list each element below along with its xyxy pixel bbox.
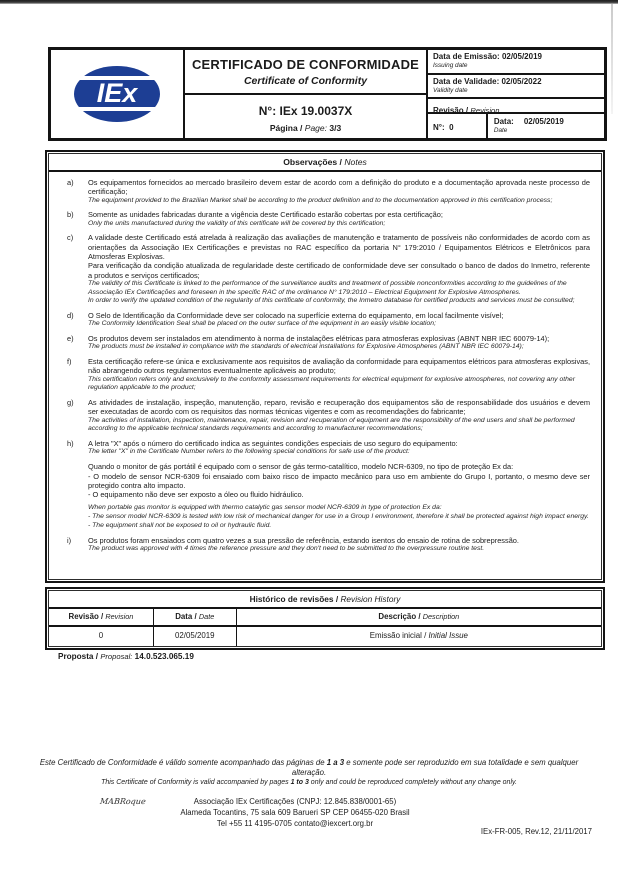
issue-date: Data de Emissão: 02/05/2019 (433, 52, 542, 61)
column-header-description: Descrição / Description (237, 609, 601, 627)
item-text-en: - The sensor model NCR-6309 is tested with low risk of mechanical danger for use in a Group I environment, therefore it shall be protected against high impact energy. (88, 513, 589, 521)
item-text-en: The activities of installation, inspection, maintenance, repair, revision and recuperation of equipment are the responsibility of the end users and shall be performed according to the applicable technical standards requirements and according to manufacturer recommendations; (88, 416, 575, 433)
item-body (88, 334, 590, 352)
item-text-pt: - O equipamento não deve ser exposto a óleo ou fluido hidráulico. (88, 490, 304, 500)
item-text-en: The equipment provided to the Brazilian Market shall be according to the product definition and to the documentation approved in this certification process; (88, 196, 553, 204)
observation-item-i (57, 536, 590, 554)
signature-initials: MABRoque (99, 797, 147, 806)
item-text-pt: A letra "X" após o número do certificado indica as seguintes condições especiais de uso seguro do equipamento: (88, 439, 458, 449)
item-text-pt: Quando o monitor de gás portátil é equipado com o sensor de gás termo-catalítico, modelo NCR-6309, no tipo de proteção Ex da: (88, 462, 514, 472)
proposal-line (58, 652, 194, 661)
page-indicator (185, 123, 426, 133)
revision-label-row (428, 99, 604, 114)
item-text-pt: Os produtos devem ser instalados em atendimento à norma de instalações elétricas para atmosferas explosivas (ABNT NBR IEC 60079-14); (88, 334, 550, 344)
item-letter: h) (67, 439, 74, 449)
item-text-pt: As atividades de instalação, inspeção, manutenção, reparo, revisão e recuperação dos equipamentos são de responsabilidade dos usuários e devem ser executadas de acordo com os requisitos das normas técnicas vigentes e com as recomendações do fabricante; (88, 398, 590, 417)
observations-inner (48, 153, 602, 580)
organization-name: Associação IEx Certificações (CNPJ: 12.845.838/0001-65) (193, 797, 397, 806)
item-letter: f) (67, 357, 72, 367)
item-body (88, 233, 590, 306)
item-letter: b) (67, 210, 74, 220)
organization-contact: Tel +55 11 4195-0705 contato@iexcert.org.br (216, 819, 374, 829)
observation-item-e (57, 334, 590, 352)
item-text-pt: - O modelo de sensor NCR-6309 foi ensaiado com baixo risco de impacto mecânico para uso em ambiente do Grupo I, portanto, o mesmo deve ser protegido contra alto impacto. (88, 471, 590, 490)
item-text-pt: Esta certificação refere-se única e exclusivamente aos requisitos de avaliação da conformidade para equipamentos elétricos para atmosferas explosivas, não abrangendo outros regulamentos eventualmente aplicáveis ao produto; (88, 357, 591, 376)
item-text-en: The Conformity Identification Seal shall be placed on the outer surface of the equipment in an easily visible location; (88, 320, 436, 328)
observation-item-a (57, 178, 590, 205)
issue-date-row (428, 50, 604, 75)
item-text-en: The letter "X" in the Certificate Number refers to the following special conditions for safe use of the product: (88, 448, 410, 456)
validity-date-row (428, 75, 604, 99)
observations-box (45, 150, 605, 583)
observation-item-g (57, 398, 590, 434)
organization-address: Alameda Tocantins, 75 sala 609 Barueri SP CEP 06455-020 Brasil (180, 808, 410, 818)
validity-statement-pt: Este Certificado de Conformidade é válido somente acompanhado das páginas de 1 a 3 e somente pode ser reproduzido em sua totalidade e sem qualquer alteração. (39, 758, 579, 778)
item-text-en: The product was approved with 4 times the reference pressure and they don't need to be submitted to the overpressure routine test. (88, 544, 485, 552)
observation-item-h (57, 439, 590, 530)
item-text-en: Only the units manufactured during the validity of this certificate will be covered by this certification; (88, 219, 386, 227)
proposal-value: 14.0.523.065.19 (132, 652, 194, 661)
scan-artifact-right (611, 4, 613, 114)
item-body (88, 311, 590, 329)
page-value: 3/3 (327, 123, 342, 134)
page-label-en: Page: (304, 123, 327, 134)
cell-description: Emissão inicial / Initial Issue (369, 631, 468, 640)
item-text-pt: Somente as unidades fabricadas durante a vigência deste Certificado estarão cobertas por esta certificação; (88, 210, 443, 220)
validity-date: Data de Validade: 02/05/2022 (433, 76, 542, 86)
header-dates-cell (428, 50, 604, 138)
item-text-pt: Os produtos foram ensaiados com quatro vezes a sua pressão de referência, estando isentos do ensaio de rotina de sobrepressão. (88, 535, 519, 545)
column-header-date: Data / Date (154, 609, 237, 627)
item-text-en: - The equipment shall not be exposed to oil or hydraulic fluid. (88, 521, 272, 529)
item-text-en: The validity of this Certificate is linked to the performance of the surveillance audits and treatment of possible nonconformities according to the guidelines of the Associação IEx Certificações and foreseen in the specific RAC of the ordinance N° 179:2010 – Electrical Equipment for Explosive Atmospheres. (88, 280, 567, 296)
item-letter: e) (67, 334, 74, 344)
revision-history-inner (48, 590, 602, 647)
item-text-pt: Os equipamentos fornecidos ao mercado brasileiro devem estar de acordo com a definição do produto e a documentação aprovada neste processo de certificação; (88, 178, 590, 197)
logo-cell (51, 50, 185, 138)
item-text-pt: O Selo de Identificação da Conformidade deve ser colocado na superfície externa do equipamento, em local facilmente visível; (88, 311, 504, 321)
observations-title: Observações / Notes (49, 154, 601, 172)
observation-item-f (57, 357, 590, 393)
header-title-cell (185, 50, 428, 138)
item-text-pt: Para verificação da condição atualizada de regularidade deste certificado de conformidade deve ser consultado o banco de dados do Inmetro, referente a produtos e serviços certificados; (88, 261, 590, 280)
revision-history-title: Histórico de revisões / Revision History (49, 591, 601, 609)
cell-revision: 0 (49, 627, 154, 646)
item-letter: a) (67, 178, 74, 187)
item-text-en: This certification refers only and exclusively to the conformity assessment requirements for electrical equipment for explosive atmospheres, not covering any other regulation applicable to the product; (88, 375, 575, 392)
revision-label-pt: Revisão / (433, 106, 471, 115)
iex-logo-icon (74, 66, 160, 122)
proposal-label-en: Proposal: (100, 652, 133, 661)
item-body (88, 210, 590, 228)
revision-number-cell: N°: 0 (428, 114, 488, 138)
revision-date-en: Date (493, 127, 508, 134)
revision-label-en: Revision (470, 106, 500, 115)
revision-history-table (45, 587, 605, 650)
revision-value-row (428, 114, 604, 138)
item-body (88, 357, 590, 393)
item-letter: c) (67, 233, 74, 243)
item-body (88, 178, 590, 205)
certificate-header (48, 47, 607, 141)
revision-history-header-row (49, 609, 601, 627)
header-title-block (185, 50, 426, 95)
proposal-label-pt: Proposta / (58, 652, 101, 661)
item-letter: g) (67, 398, 74, 408)
certificate-title: CERTIFICADO DE CONFORMIDADE (191, 57, 420, 72)
item-text-en: The products must be installed in compliance with the standards of electrical installations for Explosive Atmospheres (ABNT NBR IEC 60079-14); (88, 343, 524, 351)
validity-statement (28, 758, 590, 786)
header-number-block (185, 95, 426, 138)
observation-item-d (57, 311, 590, 329)
cell-date: 02/05/2019 (154, 627, 237, 646)
issue-date-en: Issuing date (433, 62, 468, 69)
certificate-number: N°: IEx 19.0037X (258, 104, 353, 119)
observation-item-c (57, 233, 590, 306)
item-text-pt: A validade deste Certificado está atrelada à realização das avaliações de manutenção e tratamento de possíveis não conformidades de acordo com as orientações da Associação IEx Certificações e previstas no RAC específico da portaria N° 179:2010 / Equipamentos Elétricos e Eletrônicos para Atmosferas Explosivas. (88, 233, 590, 262)
validity-date-en: Validity date (433, 86, 468, 94)
item-letter: i) (67, 535, 72, 545)
item-body (88, 536, 590, 554)
item-text-en: When portable gas monitor is equipped with thermo catalytic gas sensor model NCR-6309 in type of protection Ex da: (88, 504, 442, 512)
logo-text: IEx (96, 78, 138, 108)
column-header-revision: Revisão / Revision (49, 609, 154, 627)
observation-item-b (57, 210, 590, 228)
certificate-title-en: Certificate of Conformity (243, 75, 368, 87)
item-letter: d) (67, 311, 74, 321)
observations-list (49, 172, 601, 554)
item-body (88, 398, 590, 434)
document-reference: IEx-FR-005, Rev.12, 21/11/2017 (480, 827, 592, 836)
table-row (49, 627, 601, 646)
page-label-pt: Página / (269, 123, 305, 134)
organization-address-block (0, 796, 590, 829)
scan-artifact-top (0, 0, 618, 4)
validity-statement-en: This Certificate of Conformity is valid accompanied by pages 1 to 3 only and could be reproduced completely without any change only. (101, 779, 517, 787)
item-body (88, 439, 590, 530)
revision-date-cell: Data: 02/05/2019 Date (488, 114, 604, 138)
item-text-en: In order to verify the updated condition of the regularity of this certificate of conformity, the Inmetro database for certified products and services must be consulted; (88, 297, 575, 305)
